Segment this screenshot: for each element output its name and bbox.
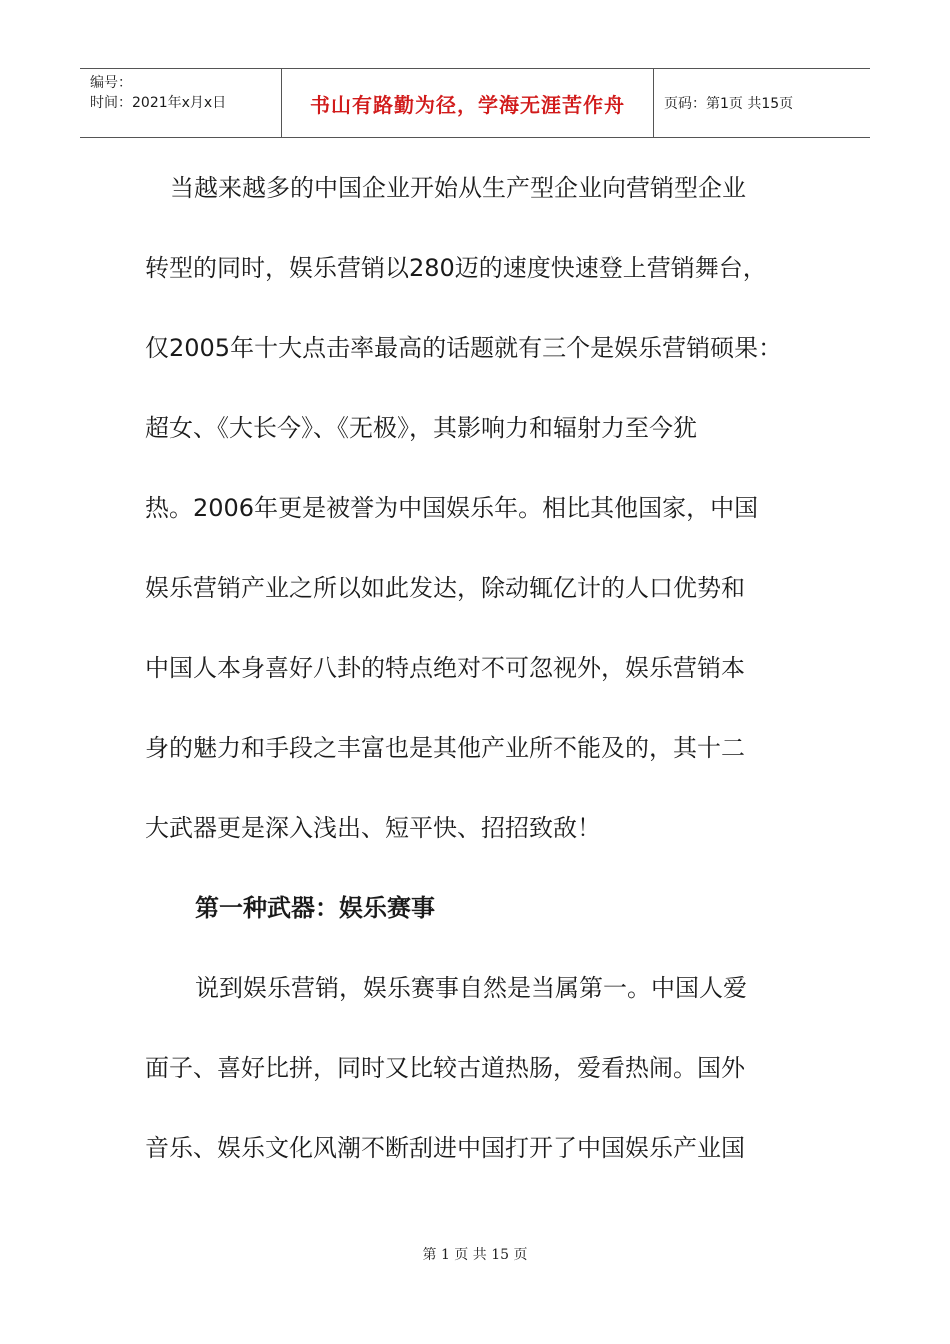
paragraph-line: 面子、喜好比拼，同时又比较古道热肠，爱看热闹。国外: [145, 1054, 745, 1082]
header-meta-cell: [80, 69, 282, 137]
paragraph-line: 音乐、娱乐文化风潮不断刮进中国打开了中国娱乐产业国: [145, 1134, 745, 1162]
document-header: [80, 68, 870, 138]
paragraph-line: 转型的同时，娱乐营销以280迈的速度快速登上营销舞台，: [145, 254, 767, 282]
document-body: [145, 148, 825, 1188]
paragraph-line: 仅2005年十大点击率最高的话题就有三个是娱乐营销硕果：: [145, 334, 783, 362]
page-footer: 第 1 页 共 15 页: [422, 1247, 528, 1263]
paragraph-line: 身的魅力和手段之丰富也是其他产业所不能及的，其十二: [145, 734, 745, 762]
paragraph-line: 中国人本身喜好八卦的特点绝对不可忽视外，娱乐营销本: [145, 654, 745, 682]
paragraph-1: [145, 148, 825, 868]
paragraph-line: 大武器更是深入浅出、短平快、招招致敌！: [145, 814, 601, 842]
paragraph-line: 娱乐营销产业之所以如此发达，除动辄亿计的人口优势和: [145, 574, 745, 602]
number-label: 编号：: [90, 75, 132, 91]
date-label: 时间：2021年x月x日: [90, 95, 227, 111]
paragraph-line: 说到娱乐营销，娱乐赛事自然是当属第一。中国人爱: [195, 974, 747, 1002]
paragraph-line: 超女、《大长今》、《无极》，其影响力和辐射力至今犹: [145, 414, 697, 442]
paragraph-line: 当越来越多的中国企业开始从生产型企业向营销型企业: [170, 174, 746, 202]
section-heading: 第一种武器：娱乐赛事: [195, 894, 435, 922]
paragraph-line: 热。2006年更是被誉为中国娱乐年。相比其他国家，中国: [145, 494, 759, 522]
paragraph-2: [145, 948, 825, 1188]
header-motto: 书山有路勤为径，学海无涯苦作舟: [282, 69, 654, 137]
header-page-info: 页码：第1页 共15页: [664, 96, 794, 112]
